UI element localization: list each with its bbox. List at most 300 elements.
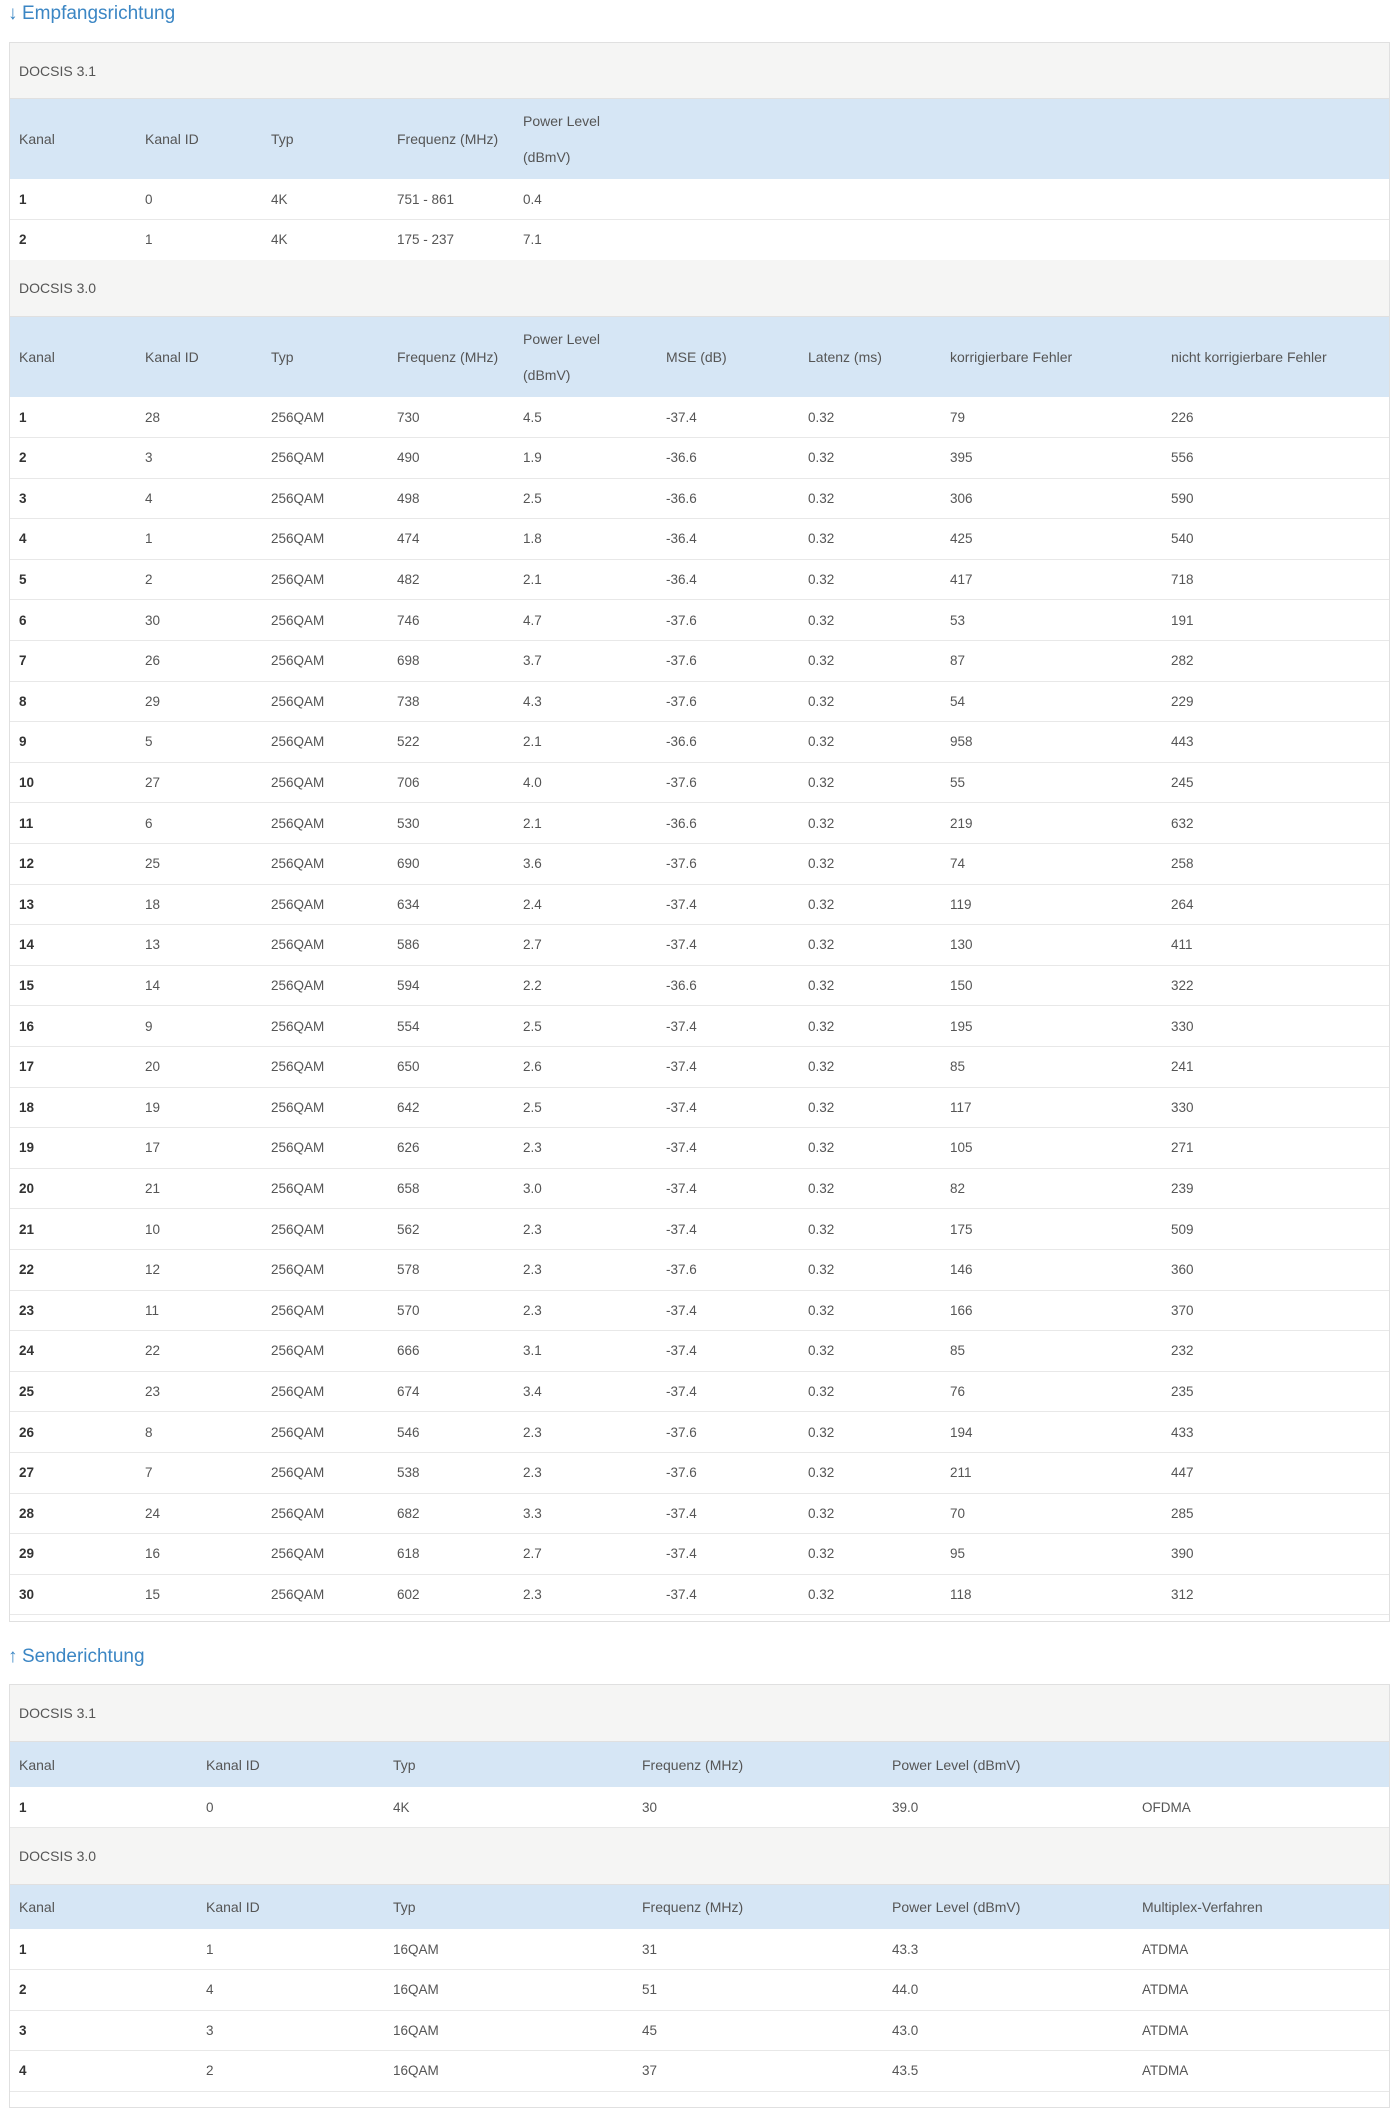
upstream-docsis30-row (10, 1929, 1389, 1970)
downstream-docsis30-cell: 24 (145, 1505, 161, 1521)
downstream-docsis30-cell: 3 (19, 490, 27, 506)
downstream-docsis30-cell: 241 (1171, 1059, 1194, 1075)
downstream-docsis30-cell: 6 (19, 612, 27, 628)
downstream-docsis30-cell: 256QAM (271, 450, 325, 466)
downstream-docsis30-row (10, 1128, 1389, 1169)
downstream-docsis30-cell: 10 (145, 1221, 161, 1237)
downstream-docsis30-cell: 14 (145, 977, 161, 993)
downstream-docsis30-cell: 0.32 (808, 815, 835, 831)
downstream-docsis30-cell: -37.6 (666, 1465, 697, 1481)
downstream-docsis30-cell: 285 (1171, 1505, 1194, 1521)
upstream-docsis31-header-col-2: Kanal ID (206, 1756, 260, 1773)
upstream-title (8, 1643, 145, 1671)
downstream-docsis30-cell: 0.32 (808, 693, 835, 709)
downstream-docsis30-cell: 256QAM (271, 1262, 325, 1278)
downstream-docsis30-row (10, 1047, 1389, 1088)
downstream-docsis30-cell: 256QAM (271, 1505, 325, 1521)
downstream-docsis30-cell: -37.4 (666, 1180, 697, 1196)
downstream-docsis30-cell: 2.3 (523, 1221, 542, 1237)
downstream-docsis30-cell: -37.4 (666, 1140, 697, 1156)
downstream-docsis30-cell: 11 (145, 1302, 160, 1318)
downstream-docsis30-cell: 17 (145, 1140, 161, 1156)
downstream-docsis30-cell: 28 (145, 409, 161, 425)
downstream-docsis30-cell: 30 (19, 1586, 35, 1602)
downstream-docsis31-cell: 7.1 (523, 232, 542, 248)
downstream-title (8, 0, 175, 28)
downstream-docsis30-header-col-2: Kanal ID (145, 349, 199, 365)
downstream-docsis30-cell: 1.8 (523, 531, 542, 547)
downstream-docsis30-cell: -37.6 (666, 653, 697, 669)
downstream-docsis30-cell: 6 (145, 815, 153, 831)
downstream-docsis30-cell: 0.32 (808, 653, 835, 669)
downstream-docsis30-cell: 2.3 (523, 1586, 542, 1602)
upstream-docsis30-cell: 43.3 (892, 1941, 919, 1957)
downstream-docsis30-cell: 95 (950, 1546, 966, 1562)
downstream-docsis30-cell: 27 (19, 1465, 35, 1481)
upstream-docsis31-cell: OFDMA (1142, 1799, 1191, 1815)
downstream-docsis30-row (10, 1250, 1389, 1291)
upstream-docsis31-cell: 39.0 (892, 1799, 919, 1815)
downstream-docsis30-cell: -37.6 (666, 693, 697, 709)
downstream-docsis31-cell: 175 - 237 (397, 232, 455, 248)
upstream-docsis30-cell: 16QAM (393, 2063, 439, 2079)
downstream-docsis30-cell: 256QAM (271, 653, 325, 669)
downstream-docsis30-cell: 256QAM (271, 1180, 325, 1196)
upstream-docsis31-cell: 4K (393, 1799, 410, 1815)
upstream-docsis31-header-col-3: Typ (393, 1756, 416, 1773)
downstream-docsis30-cell: 2.7 (523, 1546, 542, 1562)
downstream-docsis30-cell: 3.4 (523, 1383, 542, 1399)
downstream-docsis30-cell: 87 (950, 653, 966, 669)
downstream-docsis30-row (10, 1331, 1389, 1372)
upstream-docsis31-header (10, 1742, 1389, 1787)
upstream-docsis30-cell: 3 (206, 2022, 214, 2038)
upstream-docsis30-cell: 16QAM (393, 1982, 439, 1998)
downstream-docsis30-cell: 29 (19, 1546, 35, 1562)
downstream-docsis30-cell: 0.32 (808, 1586, 835, 1602)
downstream-docsis30-cell: 256QAM (271, 977, 325, 993)
downstream-docsis30-header-col-1: Kanal (19, 349, 55, 365)
downstream-docsis30-cell: 650 (397, 1059, 420, 1075)
downstream-docsis30-cell: 229 (1171, 693, 1194, 709)
downstream-docsis30-cell: 7 (145, 1465, 153, 1481)
downstream-docsis30-row (10, 438, 1389, 479)
downstream-docsis30-cell: 17 (19, 1059, 35, 1075)
downstream-docsis31-label: DOCSIS 3.1 (10, 43, 1389, 99)
downstream-docsis30-cell: 8 (19, 693, 27, 709)
downstream-docsis30-cell: 118 (950, 1586, 972, 1602)
downstream-docsis30-row (10, 559, 1389, 600)
downstream-docsis30-cell: 258 (1171, 856, 1194, 872)
downstream-docsis31-cell: 2 (19, 232, 27, 248)
downstream-docsis30-cell: -37.6 (666, 1262, 697, 1278)
downstream-docsis30-row (10, 519, 1389, 560)
downstream-docsis30-cell: 411 (1171, 937, 1193, 953)
downstream-docsis31-row (10, 179, 1389, 220)
downstream-docsis30-cell: 23 (145, 1383, 161, 1399)
downstream-docsis30-cell: 10 (19, 774, 35, 790)
downstream-docsis30-cell: 232 (1171, 1343, 1194, 1359)
downstream-docsis30-header-col-8: korrigierbare Fehler (950, 349, 1073, 365)
downstream-docsis30-cell: 322 (1171, 977, 1194, 993)
downstream-docsis30-row (10, 884, 1389, 925)
downstream-docsis30-cell: -37.4 (666, 1099, 697, 1115)
upstream-docsis30-cell: 4 (19, 2063, 27, 2079)
downstream-docsis30-cell: 85 (950, 1343, 966, 1359)
downstream-docsis30-cell: 76 (950, 1383, 966, 1399)
downstream-docsis30-row (10, 1493, 1389, 1534)
downstream-docsis31-cell: 0.4 (523, 191, 542, 207)
downstream-docsis30-cell: 256QAM (271, 1343, 325, 1359)
downstream-docsis30-cell: 538 (397, 1465, 420, 1481)
downstream-docsis30-cell: -37.4 (666, 1343, 697, 1359)
downstream-docsis30-cell: 0.32 (808, 1505, 835, 1521)
downstream-docsis30-cell: 730 (397, 409, 420, 425)
downstream-docsis30-cell: -37.6 (666, 1424, 697, 1440)
downstream-docsis30-cell: 746 (397, 612, 420, 628)
downstream-docsis30-cell: 634 (397, 896, 420, 912)
downstream-docsis30-cell: 0.32 (808, 1343, 835, 1359)
downstream-docsis30-cell: 632 (1171, 815, 1194, 831)
downstream-docsis30-cell: 4 (145, 490, 153, 506)
downstream-docsis30-row (10, 844, 1389, 885)
downstream-docsis30-cell: 21 (19, 1221, 35, 1237)
downstream-docsis30-cell: 70 (950, 1505, 966, 1521)
downstream-docsis30-header-col-3: Typ (271, 349, 294, 365)
downstream-docsis30-cell: 226 (1171, 409, 1194, 425)
upstream-docsis30-cell: 31 (642, 1941, 658, 1957)
downstream-docsis30-cell: 2.5 (523, 1099, 542, 1115)
downstream-docsis30-cell: -36.6 (666, 734, 697, 750)
downstream-docsis30-cell: 2.3 (523, 1140, 542, 1156)
downstream-docsis30-cell: 166 (950, 1302, 973, 1318)
downstream-docsis30-cell: 256QAM (271, 612, 325, 628)
downstream-docsis31-cell: 751 - 861 (397, 191, 455, 207)
downstream-docsis30-header-col-9: nicht korrigierbare Fehler (1171, 349, 1327, 365)
upstream-docsis30-header (10, 1885, 1389, 1929)
downstream-docsis30-cell: 194 (950, 1424, 973, 1440)
downstream-docsis30-cell: 119 (950, 896, 972, 912)
downstream-docsis30-cell: 256QAM (271, 693, 325, 709)
upstream-docsis30-cell: 37 (642, 2063, 658, 2079)
downstream-docsis30-cell: 1 (145, 531, 153, 547)
downstream-docsis30-cell: 498 (397, 490, 420, 506)
downstream-docsis31-header (10, 99, 1389, 179)
upstream-docsis30-row (10, 1970, 1389, 2011)
downstream-docsis30-cell: 256QAM (271, 1221, 325, 1237)
downstream-docsis30-cell: -37.4 (666, 937, 697, 953)
downstream-docsis30-cell: 27 (145, 774, 161, 790)
downstream-docsis30-row (10, 722, 1389, 763)
downstream-docsis31-cell: 4K (271, 191, 288, 207)
downstream-docsis30-cell: 0.32 (808, 1140, 835, 1156)
downstream-docsis30-cell: 256QAM (271, 1018, 325, 1034)
downstream-docsis30-cell: 26 (19, 1424, 35, 1440)
downstream-docsis30-cell: 0.32 (808, 896, 835, 912)
downstream-docsis30-cell: 30 (145, 612, 161, 628)
downstream-docsis30-cell: 330 (1171, 1018, 1194, 1034)
arrow-up-icon: ↑ (8, 1646, 18, 1667)
downstream-docsis30-cell: 2.5 (523, 1018, 542, 1034)
upstream-docsis30-header-col-1: Kanal (19, 1899, 55, 1915)
downstream-docsis31-header-col-1: Kanal (19, 131, 55, 147)
upstream-docsis30-cell: 1 (19, 1941, 27, 1957)
downstream-docsis30-cell: 282 (1171, 653, 1194, 669)
downstream-docsis30-cell: 1 (19, 409, 27, 425)
downstream-docsis30-cell: 3.3 (523, 1505, 542, 1521)
downstream-docsis30-header-col-7: Latenz (ms) (808, 349, 882, 365)
downstream-docsis30-cell: 150 (950, 977, 973, 993)
downstream-docsis30-row (10, 1534, 1389, 1575)
downstream-docsis30-cell: 13 (19, 896, 35, 912)
downstream-docsis30-row (10, 1574, 1389, 1615)
downstream-docsis30-cell: 219 (950, 815, 973, 831)
downstream-docsis30-cell: 2.2 (523, 977, 542, 993)
upstream-docsis30-cell: 43.0 (892, 2022, 919, 2038)
downstream-docsis30-cell: -36.6 (666, 450, 697, 466)
downstream-docsis30-cell: 2.7 (523, 937, 542, 953)
downstream-docsis30-row (10, 681, 1389, 722)
downstream-docsis30-cell: 256QAM (271, 1302, 325, 1318)
downstream-docsis30-cell: 2.3 (523, 1302, 542, 1318)
downstream-docsis30-cell: 3.6 (523, 856, 542, 872)
downstream-docsis30-cell: 0.32 (808, 977, 835, 993)
downstream-docsis30-cell: 674 (397, 1383, 420, 1399)
downstream-docsis31-cell: 0 (145, 191, 153, 207)
upstream-docsis31-cell: 30 (642, 1799, 658, 1815)
downstream-docsis30-row (10, 803, 1389, 844)
upstream-docsis30-header-col-3: Typ (393, 1899, 416, 1915)
downstream-docsis30-cell: 130 (950, 937, 973, 953)
upstream-docsis30-cell: ATDMA (1142, 1982, 1189, 1998)
downstream-docsis30-row (10, 925, 1389, 966)
downstream-docsis30-cell: 245 (1171, 774, 1194, 790)
downstream-docsis30-cell: 447 (1171, 1465, 1194, 1481)
upstream-docsis30-header-col-6: Multiplex-Verfahren (1142, 1899, 1263, 1915)
downstream-docsis30-cell: 738 (397, 693, 420, 709)
upstream-docsis30-cell: 51 (642, 1982, 658, 1998)
downstream-docsis30-cell: 16 (145, 1546, 161, 1562)
downstream-docsis30-cell: 256QAM (271, 856, 325, 872)
downstream-docsis30-cell: 0.32 (808, 1302, 835, 1318)
downstream-docsis30-cell: 256QAM (271, 1140, 325, 1156)
downstream-docsis30-cell: 0.32 (808, 409, 835, 425)
downstream-docsis30-cell: 482 (397, 571, 420, 587)
downstream-docsis30-cell: 22 (145, 1343, 161, 1359)
downstream-docsis30-cell: 271 (1171, 1140, 1194, 1156)
downstream-docsis30-row (10, 1168, 1389, 1209)
downstream-docsis30-cell: -37.4 (666, 1383, 697, 1399)
downstream-docsis30-cell: 509 (1171, 1221, 1194, 1237)
downstream-docsis30-cell: 554 (397, 1018, 420, 1034)
downstream-docsis30-cell: 474 (397, 531, 420, 547)
downstream-docsis30-cell: -37.4 (666, 409, 697, 425)
downstream-docsis30-cell: 175 (950, 1221, 973, 1237)
downstream-docsis30-cell: 256QAM (271, 734, 325, 750)
downstream-docsis30-cell: 12 (19, 856, 35, 872)
downstream-docsis30-cell: 74 (950, 856, 966, 872)
upstream-docsis30-cell: ATDMA (1142, 2022, 1189, 2038)
downstream-docsis30-cell: 0.32 (808, 1546, 835, 1562)
downstream-docsis30-row (10, 1371, 1389, 1412)
upstream-docsis31-cell: 1 (19, 1799, 27, 1815)
downstream-docsis31-cell: 1 (19, 191, 27, 207)
downstream-table (9, 42, 1390, 1622)
downstream-docsis30-cell: 7 (19, 653, 27, 669)
downstream-docsis30-cell: -37.4 (666, 1221, 697, 1237)
downstream-docsis30-cell: 264 (1171, 896, 1194, 912)
upstream-docsis30-cell: 4 (206, 1982, 214, 1998)
downstream-docsis30-cell: 8 (145, 1424, 153, 1440)
upstream-docsis30-cell: ATDMA (1142, 1941, 1189, 1957)
downstream-docsis30-cell: 256QAM (271, 1099, 325, 1115)
downstream-docsis30-cell: 256QAM (271, 1059, 325, 1075)
downstream-docsis30-cell: 2.1 (523, 734, 542, 750)
upstream-docsis30-cell: ATDMA (1142, 2063, 1189, 2079)
downstream-docsis30-cell: 2.3 (523, 1424, 542, 1440)
downstream-docsis30-cell: 666 (397, 1343, 420, 1359)
upstream-docsis30-header-col-4: Frequenz (MHz) (642, 1899, 744, 1915)
downstream-docsis30-cell: 19 (145, 1099, 161, 1115)
downstream-docsis30-cell: 3.0 (523, 1180, 542, 1196)
downstream-docsis31-header-col-4: Frequenz (MHz) (397, 131, 499, 147)
downstream-docsis30-cell: 2.3 (523, 1465, 542, 1481)
downstream-docsis30-cell: 395 (950, 450, 973, 466)
downstream-docsis30-row (10, 1087, 1389, 1128)
downstream-docsis30-header-col-4: Frequenz (MHz) (397, 349, 499, 365)
downstream-docsis30-cell: 191 (1171, 612, 1194, 628)
downstream-docsis30-cell: 53 (950, 612, 966, 628)
downstream-docsis30-cell: -37.6 (666, 856, 697, 872)
upstream-docsis30-cell: 3 (19, 2022, 27, 2038)
downstream-docsis30-cell: 0.32 (808, 612, 835, 628)
downstream-docsis30-cell: 16 (19, 1018, 35, 1034)
downstream-docsis30-cell: 256QAM (271, 1465, 325, 1481)
downstream-docsis30-cell: 0.32 (808, 531, 835, 547)
downstream-docsis30-row (10, 1006, 1389, 1047)
downstream-docsis30-cell: 0.32 (808, 1383, 835, 1399)
downstream-docsis30-cell: 546 (397, 1424, 420, 1440)
downstream-docsis30-row (10, 1412, 1389, 1453)
upstream-docsis30-cell: 16QAM (393, 1941, 439, 1957)
downstream-docsis30-cell: -37.6 (666, 612, 697, 628)
downstream-docsis30-cell: 195 (950, 1018, 973, 1034)
downstream-docsis30-cell: 235 (1171, 1383, 1194, 1399)
upstream-docsis31-cell: 0 (206, 1799, 214, 1815)
downstream-docsis30-cell: 5 (145, 734, 153, 750)
downstream-docsis30-cell: 256QAM (271, 937, 325, 953)
arrow-down-icon: ↓ (8, 3, 18, 24)
downstream-docsis30-cell: 562 (397, 1221, 420, 1237)
downstream-docsis30-cell: 14 (19, 937, 35, 953)
downstream-docsis30-cell: 390 (1171, 1546, 1194, 1562)
upstream-docsis30-row (10, 2010, 1389, 2051)
downstream-docsis30-cell: 3.7 (523, 653, 542, 669)
downstream-docsis30-cell: 15 (19, 977, 35, 993)
downstream-docsis30-cell: 256QAM (271, 409, 325, 425)
downstream-docsis30-cell: 79 (950, 409, 966, 425)
upstream-table (9, 1684, 1390, 2108)
upstream-docsis31-header-col-4: Frequenz (MHz) (642, 1756, 744, 1773)
downstream-docsis30-cell: 20 (19, 1180, 35, 1196)
downstream-docsis30-cell: 0.32 (808, 1262, 835, 1278)
downstream-docsis30-row (10, 478, 1389, 519)
downstream-docsis30-cell: 54 (950, 693, 966, 709)
downstream-docsis30-cell: 5 (19, 571, 27, 587)
downstream-docsis30-cell: 698 (397, 653, 420, 669)
upstream-docsis30-label: DOCSIS 3.0 (10, 1828, 1389, 1885)
downstream-docsis30-cell: 3.1 (523, 1343, 542, 1359)
downstream-docsis30-row (10, 641, 1389, 682)
downstream-docsis30-cell: 4 (19, 531, 27, 547)
upstream-docsis30-cell: 44.0 (892, 1982, 919, 1998)
downstream-docsis30-cell: -37.4 (666, 1302, 697, 1318)
downstream-docsis30-cell: 0.32 (808, 1018, 835, 1034)
upstream-docsis30-cell: 1 (206, 1941, 214, 1957)
downstream-docsis30-cell: 0.32 (808, 1180, 835, 1196)
downstream-docsis30-cell: 21 (145, 1180, 161, 1196)
downstream-docsis30-cell: 4.0 (523, 774, 542, 790)
downstream-docsis30-cell: 590 (1171, 490, 1194, 506)
downstream-docsis30-cell: -36.6 (666, 490, 697, 506)
downstream-docsis30-cell: -37.4 (666, 1505, 697, 1521)
downstream-docsis30-cell: 85 (950, 1059, 966, 1075)
downstream-docsis30-cell: 25 (145, 856, 161, 872)
downstream-docsis30-cell: 117 (950, 1099, 972, 1115)
downstream-docsis30-cell: 706 (397, 774, 420, 790)
downstream-docsis30-cell: 19 (19, 1140, 35, 1156)
downstream-docsis30-cell: 256QAM (271, 1546, 325, 1562)
downstream-docsis30-cell: 9 (19, 734, 27, 750)
downstream-docsis30-cell: 433 (1171, 1424, 1194, 1440)
downstream-docsis30-cell: 642 (397, 1099, 420, 1115)
downstream-docsis31-cell: 4K (271, 232, 288, 248)
upstream-docsis31-header-col-5: Power Level (dBmV) (892, 1756, 1021, 1773)
downstream-docsis31-cell: 1 (145, 232, 153, 248)
downstream-docsis30-cell: 0.32 (808, 937, 835, 953)
downstream-docsis30-cell: 2.3 (523, 1262, 542, 1278)
downstream-docsis30-cell: -37.4 (666, 1018, 697, 1034)
downstream-docsis30-cell: 306 (950, 490, 973, 506)
downstream-docsis30-cell: 256QAM (271, 1424, 325, 1440)
downstream-docsis31-header-col-2: Kanal ID (145, 131, 199, 147)
downstream-docsis30-row (10, 1209, 1389, 1250)
downstream-docsis30-cell: 718 (1171, 571, 1194, 587)
downstream-docsis30-cell: 20 (145, 1059, 161, 1075)
downstream-docsis30-cell: 18 (19, 1099, 35, 1115)
downstream-docsis30-cell: 690 (397, 856, 420, 872)
downstream-docsis30-cell: 2.1 (523, 571, 542, 587)
upstream-docsis30-cell: 45 (642, 2022, 658, 2038)
downstream-docsis30-cell: 256QAM (271, 774, 325, 790)
downstream-docsis30-cell: -37.4 (666, 1546, 697, 1562)
downstream-docsis30-cell: 360 (1171, 1262, 1194, 1278)
downstream-docsis30-cell: 958 (950, 734, 973, 750)
downstream-docsis30-cell: 256QAM (271, 896, 325, 912)
downstream-docsis30-cell: 9 (145, 1018, 153, 1034)
downstream-docsis30-cell: 1.9 (523, 450, 542, 466)
upstream-docsis30-cell: 2 (206, 2063, 214, 2079)
downstream-docsis30-cell: 3 (145, 450, 153, 466)
downstream-docsis30-cell: 578 (397, 1262, 420, 1278)
downstream-docsis30-cell: 443 (1171, 734, 1194, 750)
downstream-docsis30-cell: 28 (19, 1505, 35, 1521)
downstream-docsis30-cell: 105 (950, 1140, 973, 1156)
downstream-docsis30-cell: 0.32 (808, 774, 835, 790)
downstream-docsis30-cell: -37.4 (666, 896, 697, 912)
upstream-docsis31-label: DOCSIS 3.1 (10, 1685, 1389, 1742)
downstream-docsis30-cell: 594 (397, 977, 420, 993)
